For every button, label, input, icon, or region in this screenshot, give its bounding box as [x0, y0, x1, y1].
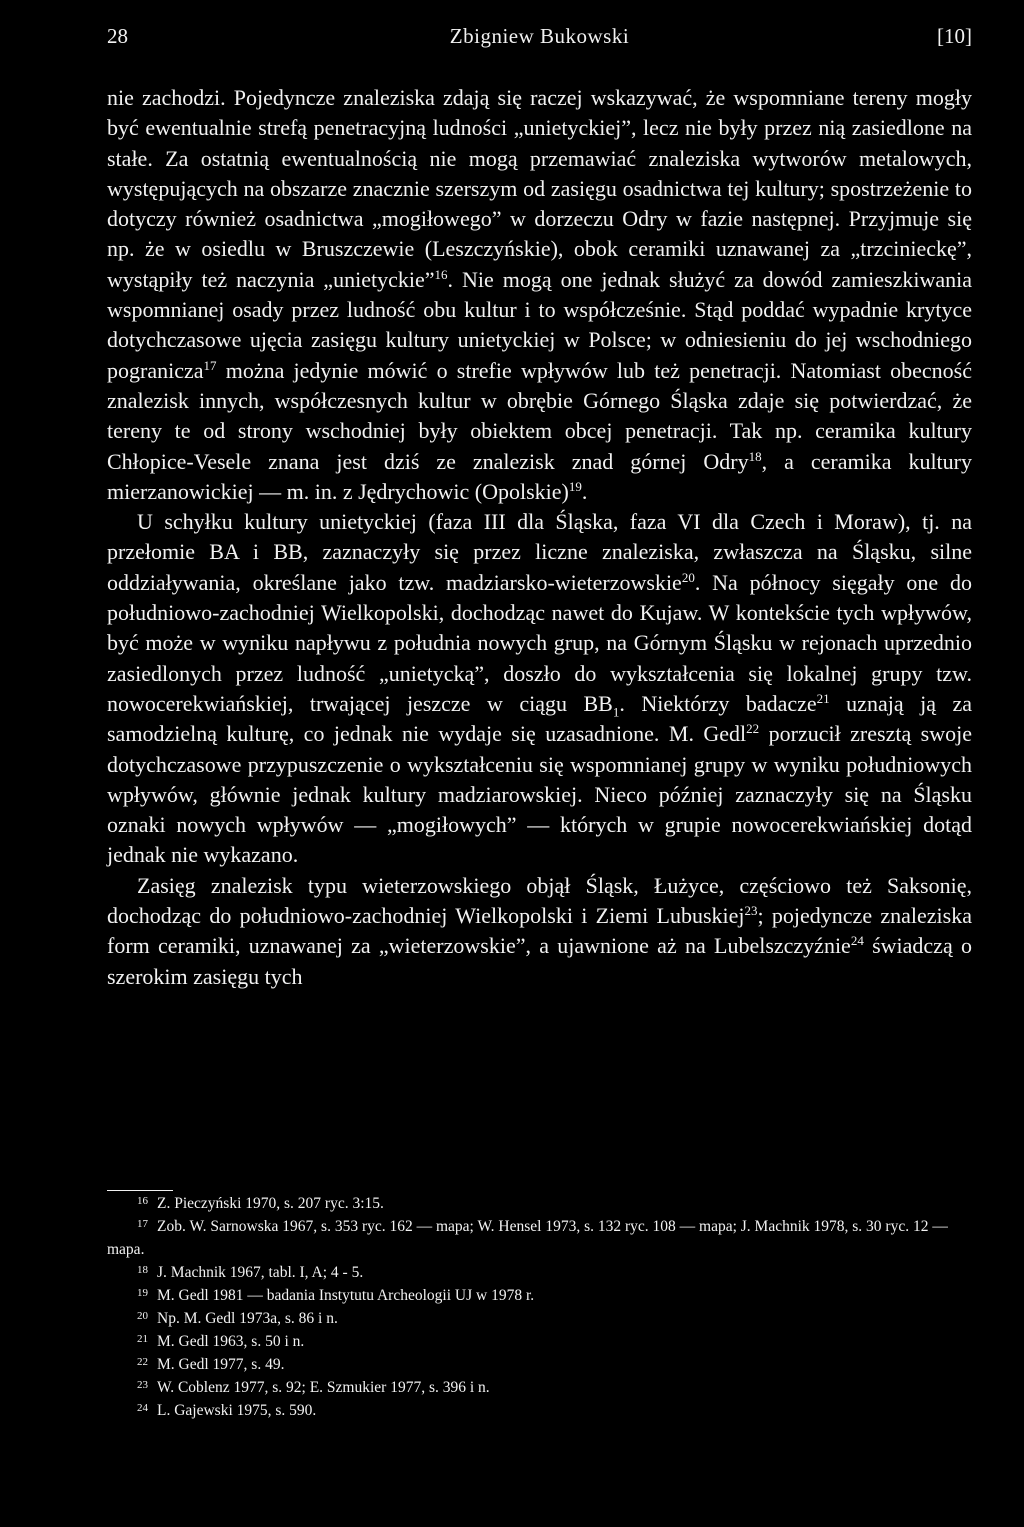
footnote	[107, 1192, 972, 1215]
footnote-reference[interactable]: 20	[681, 569, 695, 585]
running-title: Zbigniew Bukowski	[449, 24, 630, 48]
footnote	[107, 1399, 972, 1422]
footnote	[107, 1215, 972, 1261]
footnote-reference[interactable]: 23	[744, 903, 758, 919]
paragraph	[107, 871, 972, 992]
text-run: ; pojedyncze znaleziska form ceramiki, uznawanej za „wieterzowskie”, a ujawnione aż na Lubelszczyźnie	[107, 903, 972, 959]
footnote	[107, 1307, 972, 1330]
footnote-text: J. Machnik 1967, tabl. I, A; 4 - 5.	[157, 1264, 364, 1281]
footnote-reference[interactable]: 19	[568, 478, 582, 494]
footnote-number: 18	[137, 1264, 148, 1276]
subscript: 1	[612, 704, 620, 720]
footnote-text: L. Gajewski 1975, s. 590.	[157, 1402, 317, 1419]
footnote-reference[interactable]: 22	[746, 721, 760, 737]
footnotes	[107, 1192, 972, 1422]
text-run: nie zachodzi. Pojedyncze znaleziska zdają się raczej wskazywać, że wspomniane tereny mogły być ewentualnie strefą penetracyjną ludności „unietyckiej”, lecz nie były przez nią zasiedlone na stałe. Za ostatnią ewentualnością nie mogą przemawiać znaleziska wytworów metalowych, występujących na obszarze znacznie szerszym od zasięgu osadnictwa tej kultury; spostrzeżenie to dotyczy również osadnictwa „mogiłowego” w dorzeczu Odry w fazie następnej. Przyjmuje się np. że w osiedlu w Bruszczewie (Leszczyńskie), obok ceramiki uznawanej za „trzcinieckę”, wystąpiły też naczynia „unietyckie”	[107, 85, 972, 292]
page-number: 28	[107, 24, 128, 48]
text-run: można jedynie mówić o strefie wpływów lub też penetracji. Natomiast obecność znalezisk innych, współczesnych kultur w obrębie Górnego Śląska zdaje się potwierdzać, że tereny te od strony wschodniej były obiektem obcej penetracji. Tak np. ceramika kultury Chłopice-Vesele znana jest dziś ze znalezisk znad górnej Odry	[107, 357, 972, 474]
footnote-reference[interactable]: 17	[203, 357, 217, 373]
section-number: [10]	[937, 24, 972, 48]
footnote-text: Z. Pieczyński 1970, s. 207 ryc. 3:15.	[157, 1195, 384, 1212]
text-run: U schyłku kultury unietyckiej (faza III dla Śląska, faza VI dla Czech i Moraw), tj. na przełomie BA i BB, zaznaczyły się przez liczne znaleziska, zwłaszcza na Śląsku, silne oddziaływania, określane jako tzw. madziarsko-wieterzowskie	[107, 509, 972, 595]
footnote-reference[interactable]: 21	[816, 690, 830, 706]
text-run: uznają ją za samodzielną kulturę, co jednak nie wydaje się uzasadnione. M. Gedl	[107, 690, 973, 747]
text-run: .	[581, 478, 588, 504]
text-run: . Na północy sięgały one do południowo-zachodniej Wielkopolski, dochodząc nawet do Kujaw. W kontekście tych wpływów, być może w wyniku napływu z południa nowych grup, na Górnym Śląsku w rejonach uprzednio zasiedlonych przez ludność „unietycką”, doszło do wykształcenia się lokalnej grupy tzw. nowocerekwiańskiej, trwającej jeszcze w ciągu BB	[107, 569, 972, 716]
footnote-number: 23	[137, 1379, 148, 1391]
footnote-number: 16	[137, 1195, 148, 1207]
text-run: Zasięg znalezisk typu wieterzowskiego objął Śląsk, Łużyce, częściowo też Saksonię, dochodząc do południowo-zachodniej Wielkopolski i Ziemi Lubuskiej	[107, 872, 972, 929]
text-run: porzucił zresztą swoje dotychczasowe przypuszczenie o wykształceniu się wspomnianej grupy w wyniku południowych wpływów, głównie jednak kultury madziarowskiej. Nieco później zaznaczyły się na Śląsku oznaki nowych wpływów — „mogiłowych” — których w grupie nowocerekwiańskiej dotąd jednak nie wykazano.	[107, 721, 972, 868]
footnote	[107, 1261, 972, 1284]
footnote-number: 21	[137, 1333, 148, 1345]
text-run: , a ceramika kultury mierzanowickiej — m. in. z Jędrychowic (Opolskie)	[107, 448, 972, 504]
footnote-text: Zob. W. Sarnowska 1967, s. 353 ryc. 162 — mapa; W. Hensel 1973, s. 132 ryc. 108 — mapa; J. Machnik 1978, s. 30 ryc. 12 — mapa.	[107, 1218, 948, 1258]
footnote-number: 22	[137, 1356, 148, 1368]
footnote-text: M. Gedl 1981 — badania Instytutu Archeologii UJ w 1978 r.	[157, 1287, 535, 1304]
paragraph	[107, 83, 972, 507]
main-text	[107, 83, 972, 992]
footnote-reference[interactable]: 16	[434, 266, 448, 282]
text-run: świadczą o szerokim zasięgu tych	[107, 933, 972, 989]
footnote-reference[interactable]: 18	[748, 448, 762, 464]
paragraph	[107, 507, 972, 871]
text-run: . Nie mogą one jednak służyć za dowód zamieszkiwania wspomnianej osady przez ludność obu kultur i to współcześnie. Stąd poddać wypadnie krytyce dotychczasowe ujęcia zasięgu kultury unietyckiej w Polsce; w odniesieniu do jej wschodniego pogranicza	[107, 266, 973, 383]
footnote-number: 24	[137, 1402, 148, 1414]
footnote	[107, 1284, 972, 1307]
footnote	[107, 1376, 972, 1399]
page-header	[107, 24, 972, 60]
footnote-number: 20	[137, 1310, 148, 1322]
footnote	[107, 1330, 972, 1353]
footnote-number: 17	[137, 1218, 148, 1230]
text-run: . Niektórzy badacze	[619, 690, 817, 716]
footnote	[107, 1353, 972, 1376]
footnote-number: 19	[137, 1287, 148, 1299]
footnote-reference[interactable]: 24	[850, 933, 864, 949]
footnote-text: Np. M. Gedl 1973a, s. 86 i n.	[157, 1310, 338, 1327]
footnote-text: M. Gedl 1963, s. 50 i n.	[157, 1333, 305, 1350]
footnote-text: W. Coblenz 1977, s. 92; E. Szmukier 1977, s. 396 i n.	[157, 1379, 490, 1396]
footnote-text: M. Gedl 1977, s. 49.	[157, 1356, 285, 1373]
